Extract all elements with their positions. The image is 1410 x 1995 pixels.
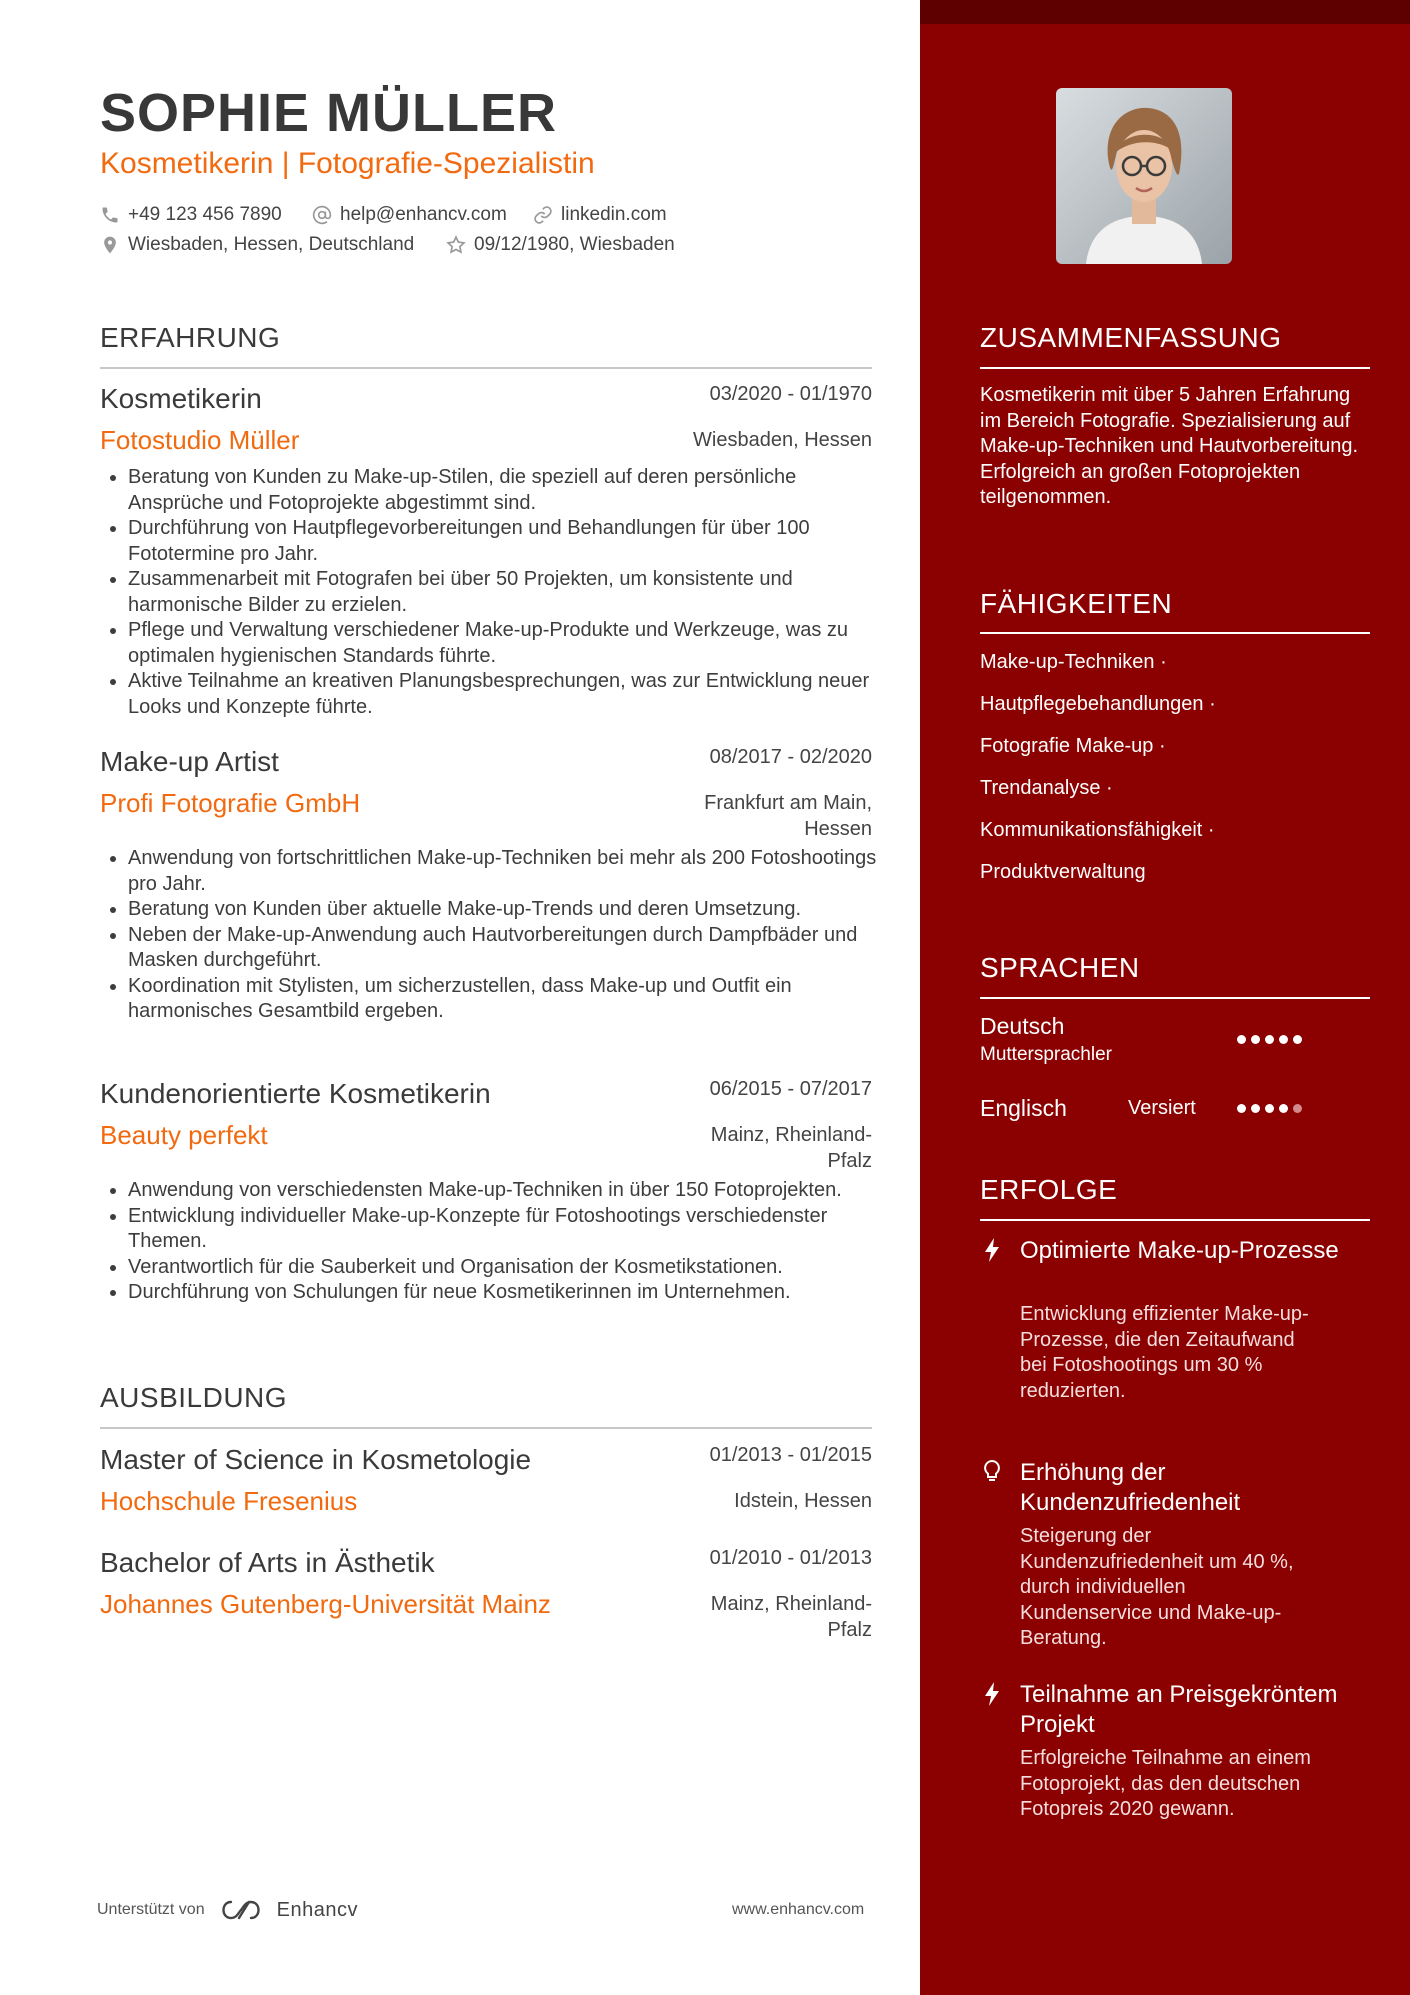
achievement-description: Erfolgreiche Teilnahme an einem Fotoprojekt, das den deutschen Fotopreis 2020 gewann.: [1020, 1747, 1311, 1820]
bullet-item: • Beratung von Kunden über aktuelle Make-up-Trends und deren Umsetzung.: [128, 897, 878, 923]
job-bullets: [100, 1178, 878, 1306]
experience-entry: [100, 1078, 872, 1338]
bullet-item: • Entwicklung individueller Make-up-Konzepte für Fotoshootings verschiedenster Themen.: [128, 1204, 878, 1255]
sidebar: [920, 0, 1410, 1995]
languages-heading: SPRACHEN: [980, 952, 1140, 983]
email-contact: [312, 204, 507, 226]
achievements-heading: ERFOLGE: [980, 1174, 1118, 1205]
language-rating: [1237, 1104, 1302, 1113]
skill-item: Kommunikationsfähigkeit ·: [980, 819, 1215, 841]
bullet-item: • Anwendung von verschiedensten Make-up-Techniken in über 150 Fotoprojekten.: [128, 1178, 878, 1204]
degree-title: Master of Science in Kosmetologie: [100, 1444, 532, 1475]
job-title: Kundenorientierte Kosmetikerin: [100, 1078, 491, 1109]
school-name: Johannes Gutenberg-Universität Mainz: [100, 1589, 551, 1619]
skill-item: Trendanalyse ·: [980, 777, 1113, 799]
candidate-headline: Kosmetikerin | Fotografie-Spezialistin: [100, 147, 595, 180]
skill-item: Produktverwaltung: [980, 861, 1146, 883]
company-name: Fotostudio Müller: [100, 425, 300, 455]
rating-dot: [1237, 1035, 1246, 1044]
company-name: Beauty perfekt: [100, 1120, 268, 1150]
skill-item: Hautpflegebehandlungen ·: [980, 693, 1216, 715]
skill-item: Fotografie Make-up ·: [980, 735, 1166, 757]
lightning-icon: [980, 1680, 1004, 1708]
job-title: Make-up Artist: [100, 746, 279, 777]
languages-divider: [980, 997, 1370, 999]
bullet-item: • Neben der Make-up-Anwendung auch Hautvorbereitungen durch Dampfbäder und Masken durchgeführt.: [128, 923, 878, 974]
rating-dot: [1293, 1104, 1302, 1113]
achievement-title: Erhöhung der Kundenzufriedenheit: [1020, 1459, 1241, 1516]
birth-contact: [446, 234, 675, 256]
rating-dot: [1251, 1035, 1260, 1044]
phone-text[interactable]: +49 123 456 7890: [128, 204, 282, 225]
enhancv-brand: Enhancv: [276, 1898, 358, 1921]
star-icon: [446, 235, 466, 255]
link-icon: [533, 205, 553, 225]
rating-dot: [1279, 1035, 1288, 1044]
experience-entry: [100, 746, 877, 1056]
bullet-item: • Durchführung von Hautpflegevorbereitungen und Behandlungen für über 100 Fototermine pro Jahr.: [128, 516, 878, 567]
school-name: Hochschule Fresenius: [100, 1486, 358, 1516]
language-level: Versiert: [1128, 1097, 1196, 1119]
job-dates: 06/2015 - 07/2017: [709, 1078, 872, 1100]
rating-dot: [1237, 1104, 1246, 1113]
bullet-item: • Verantwortlich für die Sauberkeit und Organisation der Kosmetikstationen.: [128, 1255, 878, 1281]
candidate-name: SOPHIE MÜLLER: [100, 83, 558, 143]
footer-branding: [97, 1898, 358, 1922]
achievements-divider: [980, 1219, 1370, 1221]
job-bullets: [100, 846, 878, 1025]
language-level: Muttersprachler: [980, 1044, 1112, 1065]
bullet-item: • Durchführung von Schulungen für neue Kosmetikerinnen im Unternehmen.: [128, 1280, 878, 1306]
achievement-description: Steigerung der Kundenzufriedenheit um 40 %, durch individuellen Kundenservice und Make-up-Beratung.: [1020, 1525, 1294, 1649]
powered-by-text: Unterstützt von: [97, 1901, 205, 1918]
experience-heading: ERFAHRUNG: [100, 322, 281, 353]
summary-heading: ZUSAMMENFASSUNG: [980, 322, 1282, 353]
job-dates: 08/2017 - 02/2020: [709, 746, 872, 768]
enhancv-logo-icon: [217, 1898, 265, 1922]
location-text: Wiesbaden, Hessen, Deutschland: [128, 234, 415, 255]
phone-contact: [100, 204, 282, 226]
bullet-item: • Beratung von Kunden zu Make-up-Stilen, die speziell auf deren persönliche Ansprüche und Fotoprojekte abgestimmt sind.: [128, 465, 878, 516]
job-location: Wiesbaden, Hessen: [693, 429, 872, 451]
education-dates: 01/2010 - 01/2013: [709, 1547, 872, 1569]
linkedin-text[interactable]: linkedin.com: [561, 204, 667, 225]
language-rating: [1237, 1035, 1302, 1044]
achievement-title: Teilnahme an Preisgekröntem Projekt: [1020, 1681, 1338, 1738]
language-name: Englisch: [980, 1095, 1067, 1121]
education-heading: AUSBILDUNG: [100, 1382, 288, 1413]
footer-url[interactable]: www.enhancv.com: [732, 1901, 865, 1918]
education-location: Idstein, Hessen: [734, 1490, 872, 1512]
phone-icon: [100, 205, 120, 225]
job-location: Mainz, Rheinland-Pfalz: [710, 1124, 872, 1172]
achievement-title: Optimierte Make-up-Prozesse: [1020, 1237, 1339, 1264]
job-dates: 03/2020 - 01/1970: [709, 383, 872, 405]
bullet-item: • Anwendung von fortschrittlichen Make-up-Techniken bei mehr als 200 Fotoshootings pro Jahr.: [128, 846, 878, 897]
job-bullets: [100, 465, 878, 720]
rating-dot: [1265, 1104, 1274, 1113]
rating-dot: [1251, 1104, 1260, 1113]
language-name: Deutsch: [980, 1013, 1065, 1039]
education-dates: 01/2013 - 01/2015: [709, 1444, 872, 1466]
at-icon: [312, 205, 332, 225]
company-name: Profi Fotografie GmbH: [100, 788, 361, 818]
job-title: Kosmetikerin: [100, 383, 262, 414]
location-contact: [100, 234, 414, 256]
profile-photo: [1056, 88, 1232, 264]
sidebar-top-band: [920, 0, 1410, 24]
bullet-item: • Aktive Teilnahme an kreativen Planungsbesprechungen, was zur Entwicklung neuer Looks und Konzepte führte.: [128, 669, 878, 720]
achievement-description: Entwicklung effizienter Make-up-Prozesse, die den Zeitaufwand bei Fotoshootings um 30 % reduzierten.: [1020, 1303, 1309, 1402]
education-entry: [100, 1547, 872, 1647]
lightning-icon: [980, 1236, 1004, 1264]
rating-dot: [1265, 1035, 1274, 1044]
experience-divider: [100, 367, 872, 369]
bullet-item: • Pflege und Verwaltung verschiedener Make-up-Produkte und Werkzeuge, was zu optimalen hygienischen Standards führte.: [128, 618, 878, 669]
rating-dot: [1279, 1104, 1288, 1113]
skill-item: Make-up-Techniken ·: [980, 651, 1167, 673]
education-location: Mainz, Rheinland-Pfalz: [710, 1593, 872, 1641]
linkedin-contact: [533, 204, 667, 226]
lightbulb-icon: [980, 1458, 1004, 1486]
job-location: Frankfurt am Main, Hessen: [704, 792, 872, 840]
summary-divider: [980, 367, 1370, 369]
summary-text: Kosmetikerin mit über 5 Jahren Erfahrung im Bereich Fotografie. Spezialisierung auf Make-up-Techniken und Hautvorbereitung. Erfolgreich an großen Fotoprojekten teilgenommen.: [980, 384, 1358, 508]
bullet-item: • Zusammenarbeit mit Fotografen bei über 50 Projekten, um konsistente und harmonische Bilder zu erzielen.: [128, 567, 878, 618]
skills-heading: FÄHIGKEITEN: [980, 588, 1173, 619]
birth-text: 09/12/1980, Wiesbaden: [474, 234, 675, 255]
degree-title: Bachelor of Arts in Ästhetik: [100, 1547, 435, 1578]
education-divider: [100, 1427, 872, 1429]
rating-dot: [1293, 1035, 1302, 1044]
location-pin-icon: [100, 235, 120, 255]
bullet-item: • Koordination mit Stylisten, um sicherzustellen, dass Make-up und Outfit ein harmonisches Gesamtbild ergeben.: [128, 974, 878, 1025]
experience-entry: [100, 383, 872, 723]
skills-divider: [980, 632, 1370, 634]
education-entry: [100, 1444, 872, 1524]
email-text[interactable]: help@enhancv.com: [340, 204, 507, 225]
